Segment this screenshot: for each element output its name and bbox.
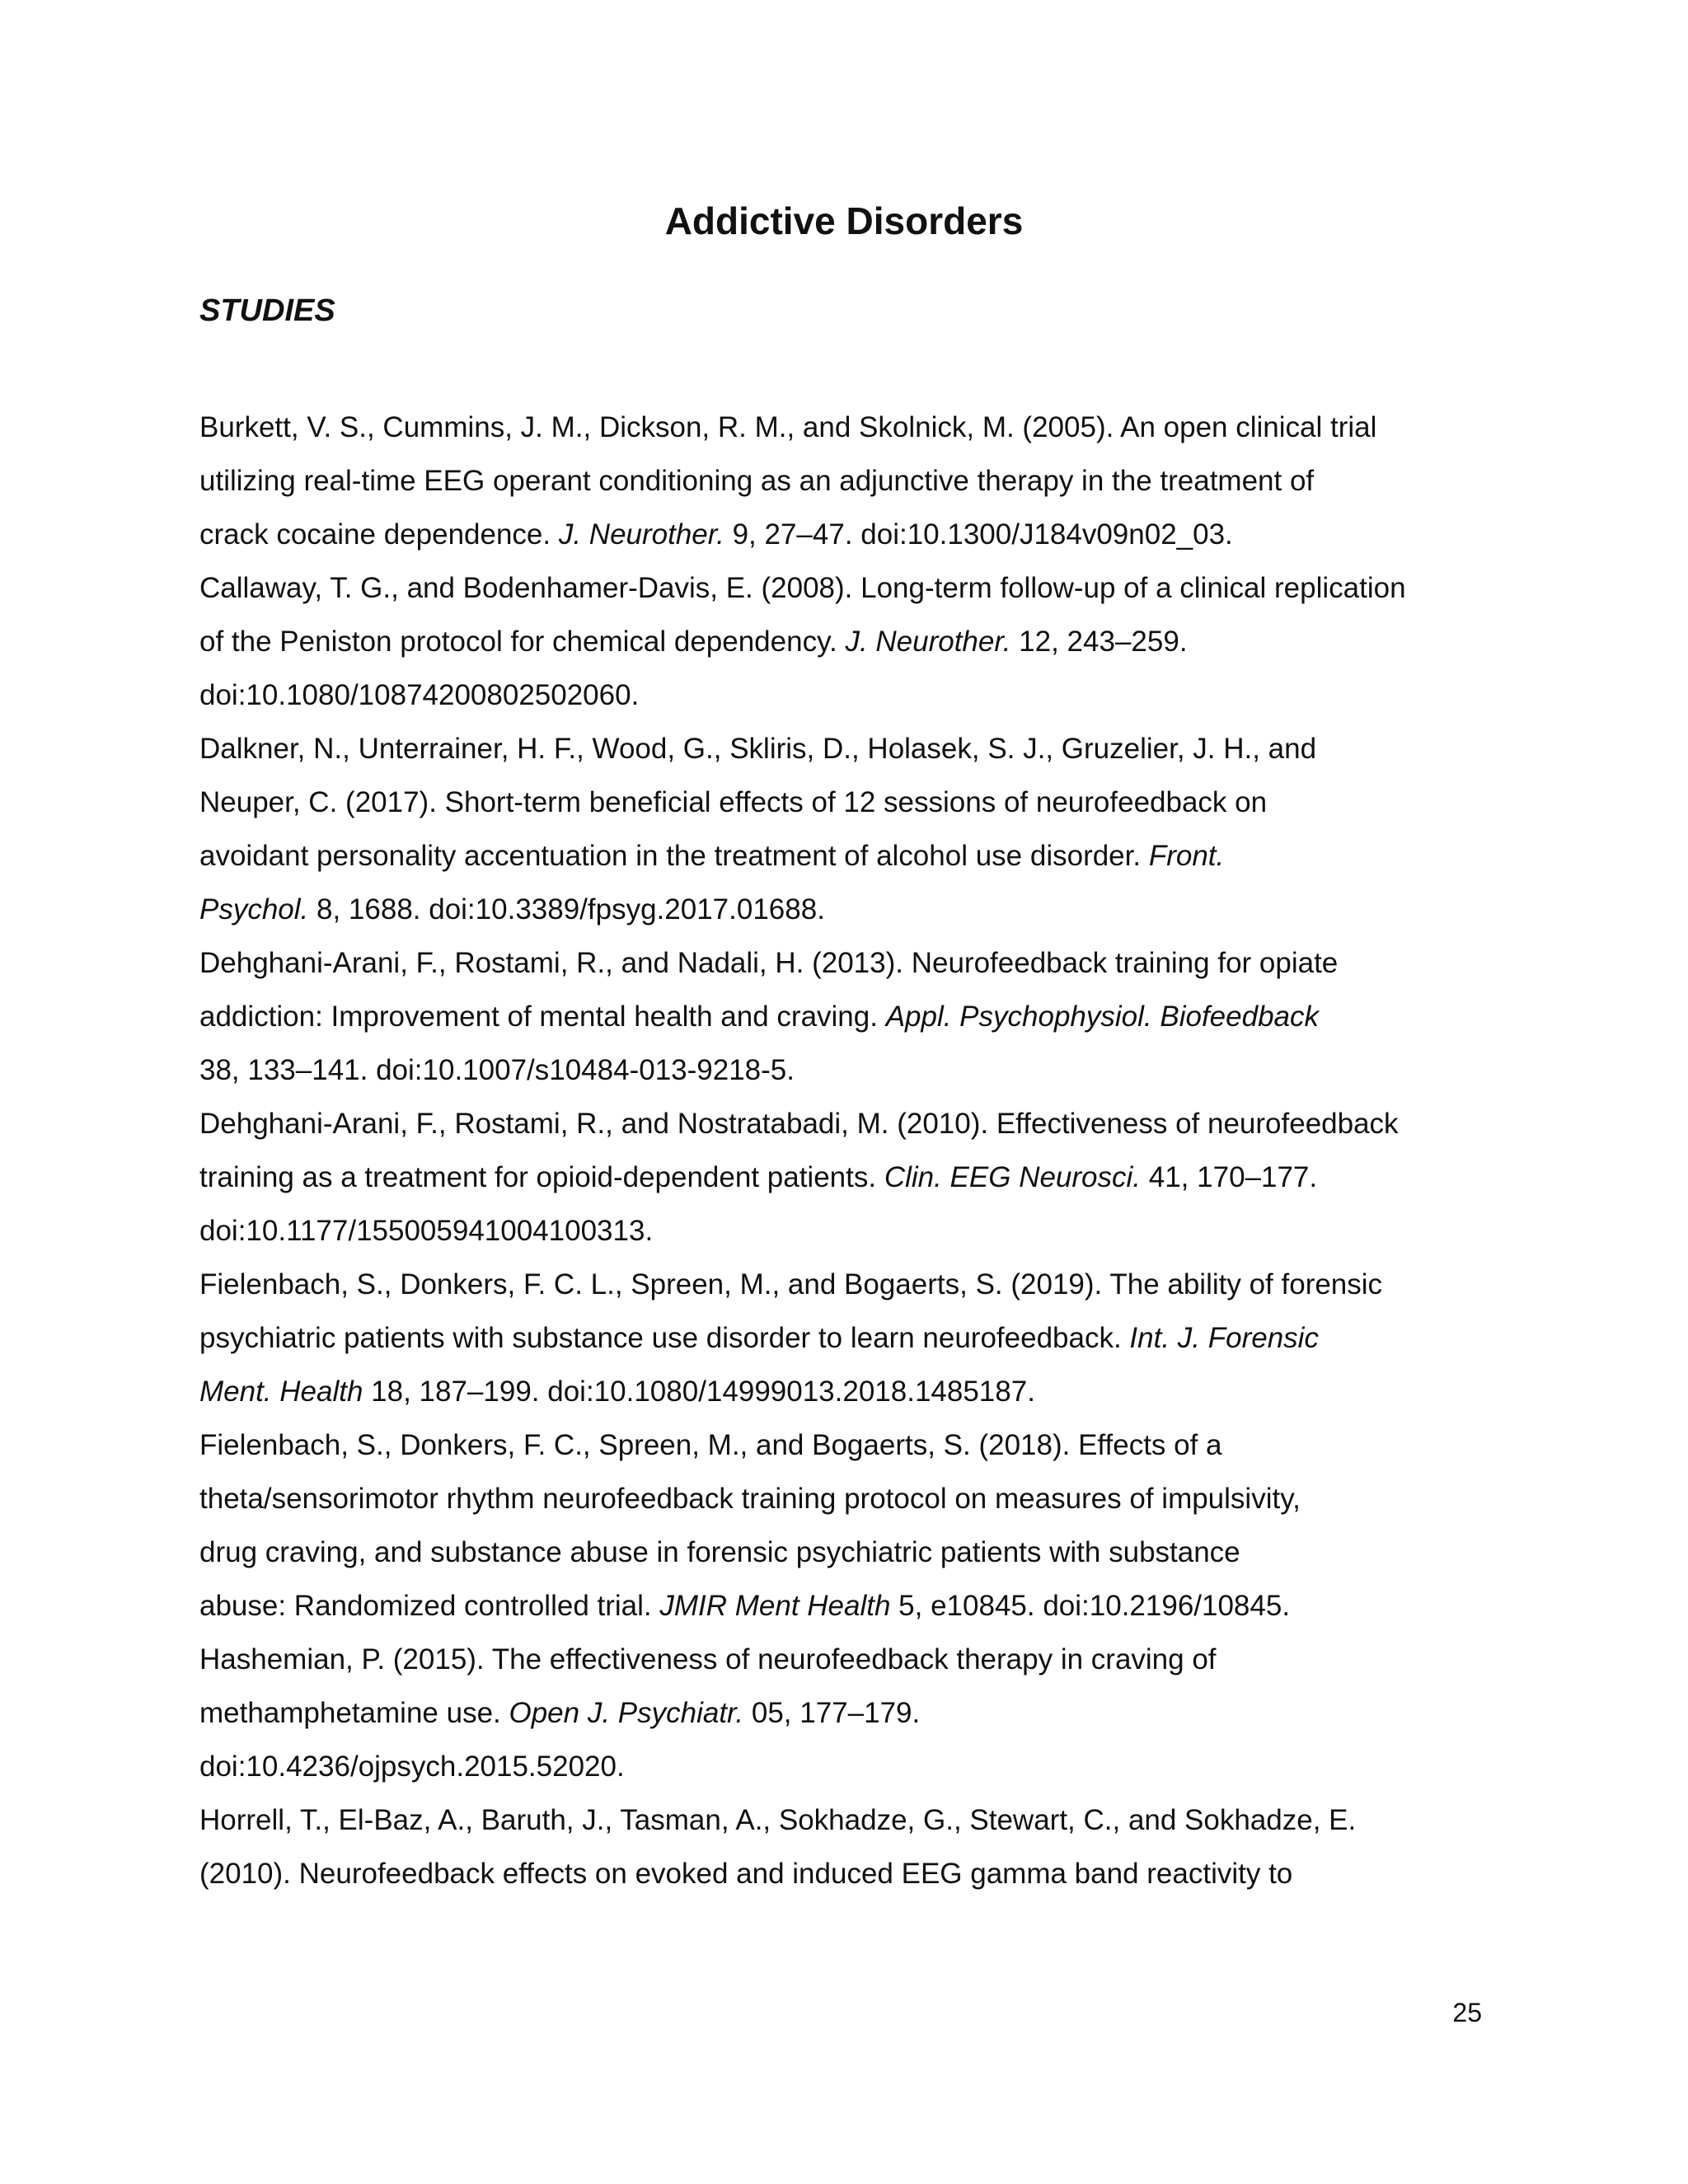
journal-name: J. Neurother. — [845, 626, 1011, 658]
reference-line — [199, 508, 1485, 561]
journal-name: JMIR Ment Health — [659, 1590, 891, 1622]
reference-line — [199, 936, 1485, 990]
reference-line — [199, 1472, 1485, 1526]
reference-text: Fielenbach, S., Donkers, F. C. L., Spreen, M., and Bogaerts, S. (2019). The ability of forensic — [199, 1268, 1383, 1301]
reference-text: 5, e10845. doi:10.2196/10845. — [890, 1590, 1291, 1622]
journal-name: Front. — [1148, 840, 1225, 872]
reference-entry — [199, 1633, 1485, 1793]
section-heading: STUDIES — [199, 293, 335, 328]
reference-text: training as a treatment for opioid-dependent patients. — [199, 1161, 884, 1193]
reference-line — [199, 1311, 1485, 1365]
reference-line — [199, 1043, 1485, 1097]
reference-line — [199, 1847, 1485, 1900]
journal-name: Ment. Health — [199, 1376, 363, 1408]
reference-entry — [199, 1097, 1485, 1258]
reference-line — [199, 1793, 1485, 1847]
journal-name: Int. J. Forensic — [1129, 1322, 1319, 1354]
journal-name: J. Neurother. — [558, 518, 724, 551]
reference-text: avoidant personality accentuation in the treatment of alcohol use disorder. — [199, 840, 1149, 872]
reference-text: methamphetamine use. — [199, 1697, 509, 1729]
reference-line — [199, 829, 1485, 883]
reference-text: crack cocaine dependence. — [199, 518, 559, 551]
reference-text: doi:10.4236/ojpsych.2015.52020. — [199, 1750, 625, 1783]
reference-text: 41, 170–177. — [1141, 1161, 1318, 1193]
reference-text: 18, 187–199. doi:10.1080/14999013.2018.1485187. — [363, 1376, 1035, 1408]
reference-text: addiction: Improvement of mental health and craving. — [199, 1001, 886, 1033]
reference-line — [199, 990, 1485, 1043]
reference-line — [199, 883, 1485, 936]
reference-text: 38, 133–141. doi:10.1007/s10484-013-9218-5. — [199, 1054, 795, 1086]
reference-text: 8, 1688. doi:10.3389/fpsyg.2017.01688. — [308, 893, 825, 926]
reference-line — [199, 401, 1485, 454]
reference-text: Dehghani-Arani, F., Rostami, R., and Nadali, H. (2013). Neurofeedback training for opiate — [199, 947, 1339, 979]
reference-text: doi:10.1177/155005941004100313. — [199, 1215, 654, 1247]
reference-line — [199, 1526, 1485, 1579]
reference-text: drug craving, and substance abuse in forensic psychiatric patients with substance — [199, 1536, 1240, 1568]
reference-text: Callaway, T. G., and Bodenhamer-Davis, E. (2008). Long-term follow-up of a clinical replication — [199, 572, 1406, 604]
reference-entry — [199, 1793, 1485, 1900]
journal-name: Psychol. — [199, 893, 309, 926]
reference-line — [199, 722, 1485, 776]
reference-line — [199, 454, 1485, 508]
reference-line — [199, 615, 1485, 668]
reference-text: theta/sensorimotor rhythm neurofeedback training protocol on measures of impulsivity, — [199, 1483, 1301, 1515]
reference-line — [199, 776, 1485, 829]
reference-list — [199, 401, 1485, 1900]
page-number: 25 — [1452, 1998, 1482, 2027]
reference-line — [199, 561, 1485, 615]
reference-text: Neuper, C. (2017). Short-term beneficial effects of 12 sessions of neurofeedback on — [199, 786, 1268, 818]
reference-line — [199, 1365, 1485, 1418]
journal-name: Appl. Psychophysiol. Biofeedback — [885, 1001, 1319, 1033]
reference-text: Burkett, V. S., Cummins, J. M., Dickson, R. M., and Skolnick, M. (2005). An open clinical trial — [199, 411, 1377, 443]
reference-text: Dehghani-Arani, F., Rostami, R., and Nostratabadi, M. (2010). Effectiveness of neurofeedback — [199, 1108, 1399, 1140]
reference-entry — [199, 722, 1485, 936]
reference-text: 12, 243–259. — [1010, 626, 1188, 658]
reference-text: psychiatric patients with substance use disorder to learn neurofeedback. — [199, 1322, 1130, 1354]
reference-line — [199, 1686, 1485, 1740]
reference-line — [199, 1579, 1485, 1633]
reference-entry — [199, 1418, 1485, 1633]
reference-text: Hashemian, P. (2015). The effectiveness of neurofeedback therapy in craving of — [199, 1643, 1217, 1675]
reference-line — [199, 1097, 1485, 1151]
reference-line — [199, 668, 1485, 722]
reference-text: utilizing real-time EEG operant conditioning as an adjunctive therapy in the treatment of — [199, 465, 1315, 497]
reference-line — [199, 1204, 1485, 1258]
reference-text: abuse: Randomized controlled trial. — [199, 1590, 660, 1622]
reference-line — [199, 1740, 1485, 1793]
reference-entry — [199, 1258, 1485, 1418]
reference-text: 05, 177–179. — [743, 1697, 921, 1729]
journal-name: Clin. EEG Neurosci. — [884, 1161, 1142, 1193]
reference-line — [199, 1151, 1485, 1204]
reference-entry — [199, 401, 1485, 561]
reference-line — [199, 1633, 1485, 1686]
reference-line — [199, 1418, 1485, 1472]
reference-text: Horrell, T., El-Baz, A., Baruth, J., Tasman, A., Sokhadze, G., Stewart, C., and Sokhadze, E. — [199, 1804, 1357, 1836]
reference-text: doi:10.1080/10874200802502060. — [199, 679, 640, 711]
reference-entry — [199, 561, 1485, 722]
reference-text: Dalkner, N., Unterrainer, H. F., Wood, G., Skliris, D., Holasek, S. J., Gruzelier, J. H., and — [199, 733, 1317, 765]
reference-text: 9, 27–47. doi:10.1300/J184v09n02_03. — [724, 518, 1233, 551]
reference-text: (2010). Neurofeedback effects on evoked and induced EEG gamma band reactivity to — [199, 1858, 1293, 1890]
reference-entry — [199, 936, 1485, 1097]
journal-name: Open J. Psychiatr. — [509, 1697, 744, 1729]
reference-text: of the Peniston protocol for chemical dependency. — [199, 626, 846, 658]
reference-text: Fielenbach, S., Donkers, F. C., Spreen, M., and Bogaerts, S. (2018). Effects of a — [199, 1429, 1222, 1461]
reference-line — [199, 1258, 1485, 1311]
page-title: Addictive Disorders — [664, 199, 1024, 242]
